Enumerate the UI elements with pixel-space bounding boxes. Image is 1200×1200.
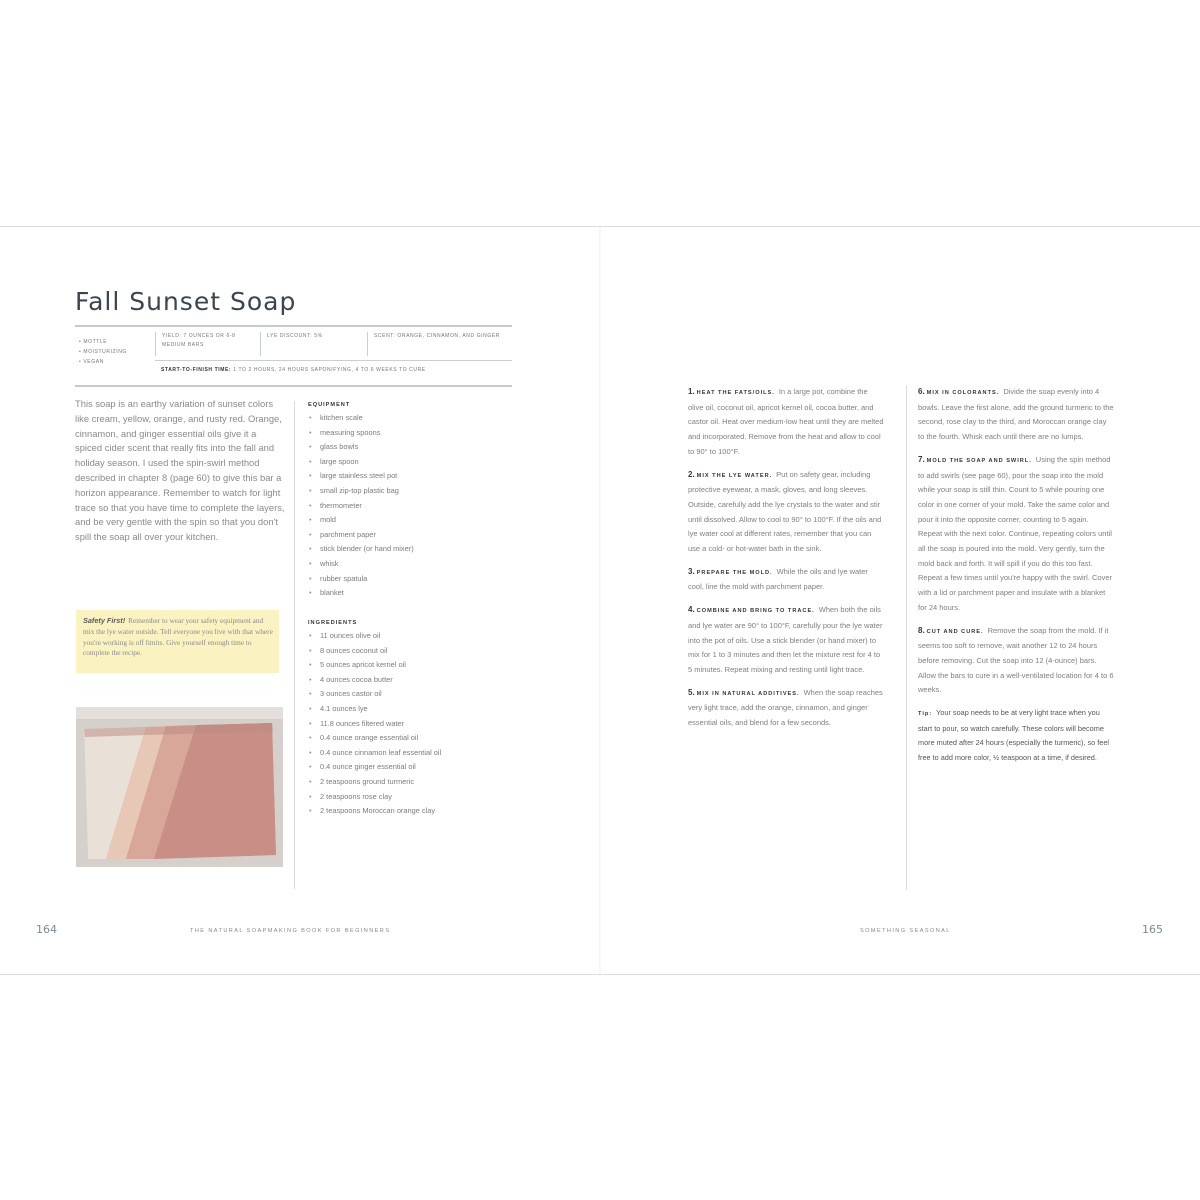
step-text: Put on safety gear, including protective eyewear, a mask, gloves, and long sleeves. Outside, carefully add the lye crystals to the water and stir until dissolved. Allow to cool to 90° to 100°F. If the oils and lye water cool at different rates, remember that you can use a cold- or hot-water bath in the sink.	[688, 469, 882, 554]
meta-time	[161, 367, 426, 373]
meta-time-label: START-TO-FINISH TIME:	[161, 367, 232, 373]
tag-mottle: • MOTTLE	[79, 339, 108, 345]
recipe-meta-box	[75, 325, 512, 387]
step-text: When the soap reaches very light trace, add the orange, cinnamon, and ginger essential oils, and blend for a few seconds.	[688, 687, 883, 728]
ingredient-item: • 11.8 ounces filtered water	[308, 717, 488, 732]
step-number: 6.	[918, 387, 925, 396]
instruction-step	[918, 624, 1114, 699]
step-text: In a large pot, combine the olive oil, coconut oil, apricot kernel oil, cocoa butter, and castor oil. Heat over medium-low heat until they are melted and incorporated. Remove from the heat and allow to cool to 90° to 100°F.	[688, 387, 884, 456]
step-text: Remove the soap from the mold. If it seems too soft to remove, wait another 12 to 24 hours before removing. Cut the soap into 12 (4-ounce) bars. Allow the bars to cure in a well-ventilated location for 4 to 6 weeks.	[918, 625, 1114, 695]
step-heading: MIX IN NATURAL ADDITIVES.	[696, 690, 800, 697]
ingredient-items	[308, 629, 488, 819]
tip-label: Tip:	[918, 711, 933, 718]
instruction-step	[688, 603, 884, 678]
ingredient-item: • 2 teaspoons ground turmeric	[308, 775, 488, 790]
intro-paragraph: This soap is an earthy variation of sunset colors like cream, yellow, orange, and rusty red. Orange, cinnamon, and ginger essential oils give it a spiced cider scent that really fits into the fall and holiday season. I used the spin-swirl method described in chapter 8 (page 60) to give this bar a horizon appearance. Remember to watch for light trace so that you have time to complete the layers, and be very gentle with the spin so that you don't spill the soap all over your kitchen.	[75, 398, 285, 543]
step-heading: PREPARE THE MOLD.	[696, 569, 773, 576]
step-number: 3.	[688, 566, 695, 576]
tip-text: Your soap needs to be at very light trace when you start to pour, so watch carefully. These colors will become more muted after 24 hours (especially the turmeric), so feel free to add more color, ½ teaspoon at a time, if desired.	[918, 708, 1110, 762]
left-column-divider	[294, 401, 295, 889]
step-heading: HEAT THE FATS/OILS.	[696, 390, 775, 396]
step-number: 1.	[688, 387, 695, 396]
ingredient-item: • 5 ounces apricot kernel oil	[308, 658, 488, 673]
left-footer: THE NATURAL SOAPMAKING BOOK FOR BEGINNERS	[190, 928, 391, 934]
instruction-step	[918, 385, 1114, 445]
equipment-item: • mold	[308, 513, 488, 528]
ingredient-item: • 0.4 ounce orange essential oil	[308, 731, 488, 746]
instruction-step	[918, 453, 1114, 616]
step-number: 5.	[688, 687, 695, 697]
step-heading: COMBINE AND BRING TO TRACE.	[696, 608, 815, 615]
step-number: 2.	[688, 469, 695, 479]
meta-yield: YIELD: 7 OUNCES OR 6-8 MEDIUM BARS	[155, 332, 260, 356]
equipment-item: • rubber spatula	[308, 572, 488, 587]
steps-column-2	[918, 385, 1114, 765]
step-number: 4.	[688, 605, 695, 615]
equipment-item: • small zip-top plastic bag	[308, 484, 488, 499]
tag-vegan: • VEGAN	[79, 359, 104, 365]
meta-divider	[155, 360, 512, 361]
right-column-divider	[906, 385, 907, 890]
equipment-item: • thermometer	[308, 499, 488, 514]
ingredient-item: • 3 ounces castor oil	[308, 687, 488, 702]
instruction-step	[688, 565, 884, 595]
book-spread	[0, 226, 1200, 975]
safety-text: Remember to wear your safety equipment and mix the lye water outside. Tell everyone you live with that where you're working is off limits. Give yourself enough time to complete the recipe.	[83, 616, 273, 658]
ingredient-item: • 11 ounces olive oil	[308, 629, 488, 644]
instruction-step	[688, 468, 884, 557]
equipment-item: • stick blender (or hand mixer)	[308, 542, 488, 557]
step-text: Using the spin method to add swirls (see page 60), pour the soap into the mold while your soap is still thin. Count to 5 while pouring one color in one corner of your mold. Take the same color and pour it into the opposite corner, counting to 5 again. Repeat with the next color. Continue, repeating colors until all the soap is poured into the mold. Very gently, turn the mold back and forth. It will spill if you do this too fast. Repeat a few times until you're happy with the swirl. Cover with a lid or parchment paper and insulate with a blanket for 24 hours.	[918, 454, 1113, 612]
meta-lye-discount: LYE DISCOUNT: 5%	[260, 332, 367, 356]
page-gutter	[599, 227, 601, 974]
soap-bar-illustration	[76, 707, 283, 867]
meta-scent: SCENT: ORANGE, CINNAMON, AND GINGER	[367, 332, 514, 356]
equipment-item: • measuring spoons	[308, 426, 488, 441]
recipe-title: Fall Sunset Soap	[75, 287, 297, 316]
step-text: While the oils and lye water cool, line the mold with parchment paper.	[688, 566, 868, 592]
equipment-item: • large spoon	[308, 455, 488, 470]
safety-callout	[76, 610, 279, 673]
step-heading: MOLD THE SOAP AND SWIRL.	[926, 457, 1032, 464]
instruction-step	[688, 385, 884, 460]
step-heading: MIX THE LYE WATER.	[696, 472, 773, 479]
instruction-step	[688, 686, 884, 731]
safety-label: Safety First!	[83, 616, 126, 625]
equipment-item: • kitchen scale	[308, 411, 488, 426]
ingredient-item: • 2 teaspoons rose clay	[308, 790, 488, 805]
equipment-item: • blanket	[308, 586, 488, 601]
ingredient-item: • 0.4 ounce ginger essential oil	[308, 760, 488, 775]
ingredient-item: • 0.4 ounce cinnamon leaf essential oil	[308, 746, 488, 761]
equipment-list	[308, 399, 488, 601]
ingredient-item: • 8 ounces coconut oil	[308, 644, 488, 659]
equipment-item: • whisk	[308, 557, 488, 572]
step-text: Divide the soap evenly into 4 bowls. Leave the first alone, add the ground turmeric to the second, rose clay to the third, and Moroccan orange clay to the fourth. Whisk each until there are no lumps.	[918, 387, 1114, 442]
recipe-tags	[79, 337, 151, 367]
equipment-item: • parchment paper	[308, 528, 488, 543]
right-footer: SOMETHING SEASONAL	[860, 928, 951, 934]
tag-moisturizing: • MOISTURIZING	[79, 349, 127, 355]
meta-time-value: 1 TO 2 HOURS, 24 HOURS SAPONIFYING, 4 TO 6 WEEKS TO CURE	[233, 367, 426, 373]
equipment-item: • large stainless steel pot	[308, 469, 488, 484]
ingredient-item: • 2 teaspoons Moroccan orange clay	[308, 804, 488, 819]
step-heading: CUT AND CURE.	[926, 628, 984, 635]
right-page-number: 165	[1142, 923, 1163, 936]
soap-photo	[76, 707, 283, 867]
ingredient-item: • 4 ounces cocoa butter	[308, 673, 488, 688]
ingredients-heading: INGREDIENTS	[308, 620, 358, 626]
steps-column-1	[688, 385, 884, 739]
step-number: 7.	[918, 454, 925, 464]
step-number: 8.	[918, 625, 925, 635]
step-heading: MIX IN COLORANTS.	[926, 390, 1000, 396]
equipment-items	[308, 411, 488, 601]
tip-callout	[918, 706, 1114, 765]
step-text: When both the oils and lye water are 90° to 100°F, carefully pour the lye water into the pot of oils. Use a stick blender (or hand mixer) to mix for 1 to 3 minutes and then let the mixture rest for 4 to 5 minutes. Repeat mixing and resting until light trace.	[688, 605, 883, 674]
ingredients-list	[308, 617, 488, 819]
ingredient-item: • 4.1 ounces lye	[308, 702, 488, 717]
left-page-number: 164	[36, 923, 57, 936]
equipment-item: • glass bowls	[308, 440, 488, 455]
equipment-heading: EQUIPMENT	[308, 402, 351, 408]
